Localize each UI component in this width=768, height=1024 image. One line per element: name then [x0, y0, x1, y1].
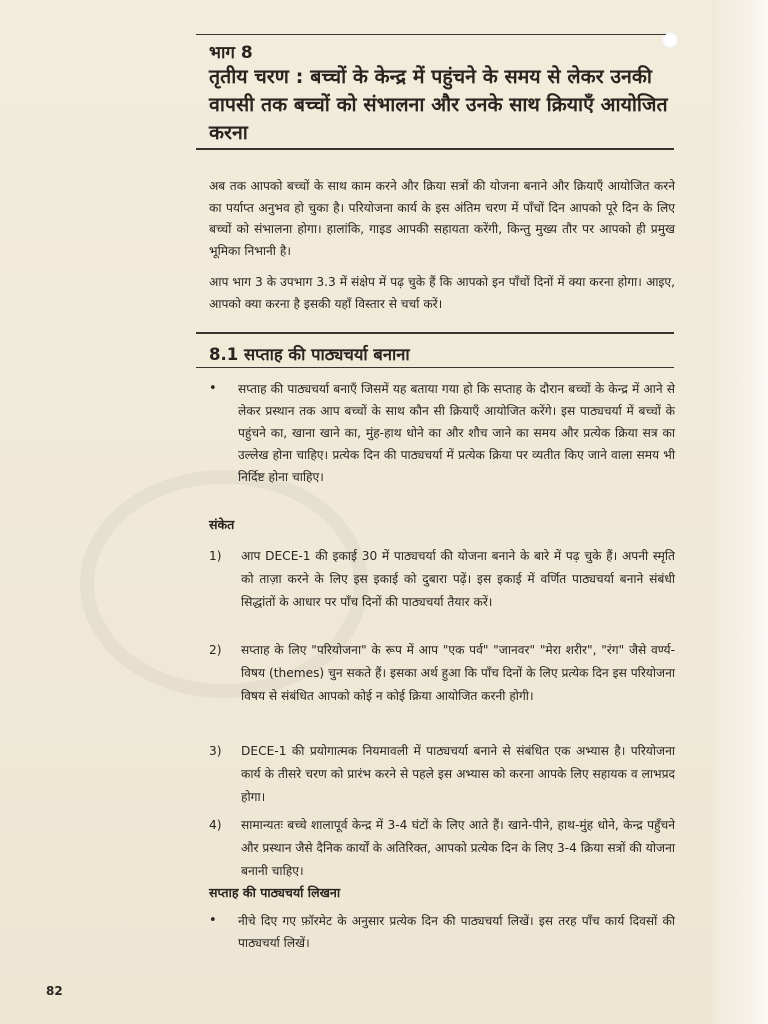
hint-item-4 — [209, 814, 675, 883]
bullet-text: सप्ताह की पाठ्यचर्या बनाएँ जिसमें यह बताया गया हो कि सप्ताह के दौरान बच्चों के केन्द्र में आने से लेकर प्रस्थान तक आप बच्चों के साथ कौन सी क्रियाएँ आयोजित करेंगे। इस पाठ्यचर्या में बच्चों के पहुंचने का, खाना खाने का, मुंह-हाथ धोने का और शौच जाने का समय और प्रत्येक क्रिया सत्र का उल्लेख होना चाहिए। प्रत्येक दिन की पाठ्यचर्या में प्रत्येक क्रिया पर व्यतीत किए जाने वाला समय भी निर्दिष्ट होना चाहिए। — [238, 382, 675, 484]
writing-heading: सप्ताह की पाठ्यचर्या लिखना — [209, 885, 341, 900]
part-title: तृतीय चरण : बच्चों के केन्द्र में पहुंचने के समय से लेकर उनकी वापसी तक बच्चों को संभालना और उनके साथ क्रियाएँ आयोजित करना — [209, 65, 668, 144]
hint-text: सामान्यतः बच्चे शालापूर्व केन्द्र में 3-4 घंटों के लिए आते हैं। खाने-पीने, हाथ-मुंह धोने, केन्द्र पहुँचने और प्रस्थान जैसे दैनिक कार्यों के अतिरिक्त, आपको प्रत्येक दिन के लिए 3-4 क्रिया सत्रों की योजना बनानी चाहिए। — [241, 818, 675, 878]
hint-number: 3) — [209, 744, 222, 758]
intro-paragraph-2: आप भाग 3 के उपभाग 3.3 में संक्षेप में पढ़ चुके हैं कि आपको इन पाँचों दिनों में क्या करना होगा। आइए, आपको क्या करना है इसकी यहाँ विस्तार से चर्चा करें। — [209, 275, 675, 311]
title-rule — [196, 148, 674, 150]
intro-paragraph-1: अब तक आपको बच्चों के साथ काम करने और क्रिया सत्रों की योजना बनाने और क्रियाएँ आयोजित करने का पर्याप्त अनुभव हो चुका है। परियोजना कार्य के इस अंतिम चरण में पाँचों दिन आपको पूरे दिन के लिए बच्चों को संभालना होगा। हालांकि, गाइड आपकी सहायता करेंगी, किन्तु मुख्य तौर पर आपको ही प्रमुख भूमिका निभानी है। — [209, 179, 675, 258]
hint-text: सप्ताह के लिए "परियोजना" के रूप में आप "एक पर्व" "जानवर" "मेरा शरीर", "रंग" जैसे वर्ण्य-विषय (themes) चुन सकते हैं। इसका अर्थ हुआ कि पाँच दिनों के लिए प्रत्येक दिन इस परियोजना विषय से संबंधित आपको कोई न कोई क्रिया आयोजित करनी होगी। — [241, 643, 675, 703]
hint-item-3 — [209, 740, 675, 809]
hint-number: 1) — [209, 549, 222, 563]
part-label: भाग 8 — [209, 43, 253, 63]
bullet-marker: • — [209, 381, 217, 396]
hint-item-2 — [209, 639, 675, 708]
section-bottom-rule — [196, 367, 674, 368]
section-heading: 8.1 सप्ताह की पाठ्यचर्या बनाना — [209, 345, 410, 364]
top-rule — [196, 34, 666, 35]
page-number: 82 — [46, 984, 63, 998]
bullet-text: नीचे दिए गए फ़ॉरमेट के अनुसार प्रत्येक दिन की पाठ्यचर्या लिखें। इस तरह पाँच कार्य दिवसों की पाठ्यचर्या लिखें। — [238, 914, 675, 950]
hints-heading: संकेत — [209, 517, 235, 532]
bullet-marker: • — [209, 913, 217, 928]
bullet-item-1 — [209, 378, 675, 488]
intro-section — [209, 176, 675, 325]
page-edge — [712, 0, 768, 1024]
hint-text: DECE-1 की प्रयोगात्मक नियमावली में पाठ्यचर्या बनाने से संबंधित एक अभ्यास है। परियोजना कार्य के तीसरे चरण को प्रारंभ करने से पहले इस अभ्यास को करना आपके लिए सहायक व लाभप्रद होगा। — [241, 744, 675, 804]
hint-item-1 — [209, 545, 675, 614]
hint-number: 4) — [209, 818, 222, 832]
bullet-item-2 — [209, 910, 675, 954]
hint-text: आप DECE-1 की इकाई 30 में पाठ्यचर्या की योजना बनाने के बारे में पढ़ चुके हैं। अपनी स्मृति को ताज़ा करने के लिए इस इकाई को दुबारा पढ़ें। इस इकाई में वर्णित पाठ्यचर्या बनाने संबंधी सिद्धांतों के आधार पर पाँच दिनों की पाठ्यचर्या तैयार करें। — [241, 549, 675, 609]
section-top-rule — [196, 332, 674, 334]
hint-number: 2) — [209, 643, 222, 657]
